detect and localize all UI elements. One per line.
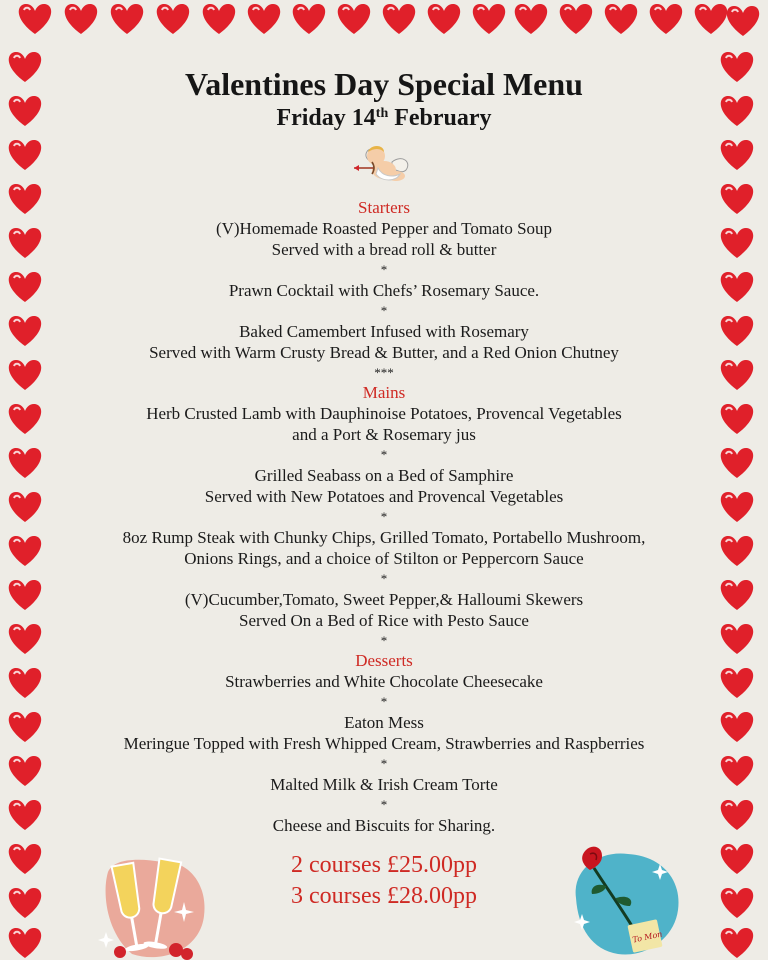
heart-icon [721, 580, 753, 610]
menu-item-line: Served with a bread roll & butter [271, 240, 497, 259]
section-heading-starters: Starters [358, 198, 410, 217]
heart-icon [721, 888, 753, 918]
heart-icon [695, 4, 727, 34]
heart-icon [19, 4, 51, 34]
heart-icon [721, 668, 753, 698]
heart-icon [111, 4, 143, 34]
heart-icon [65, 4, 97, 34]
menu-date [70, 104, 698, 132]
heart-icon [9, 360, 41, 390]
cupid-icon [352, 140, 416, 196]
heart-icon [721, 316, 753, 346]
heart-icon [721, 96, 753, 126]
menu-item-line: Served with New Potatoes and Provencal Vegetables [204, 487, 564, 506]
heart-icon [721, 844, 753, 874]
heart-icon [721, 536, 753, 566]
menu-item-line: Herb Crusted Lamb with Dauphinoise Potatoes, Provencal Vegetables [146, 404, 622, 423]
heart-icon [9, 928, 41, 958]
heart-icon [721, 52, 753, 82]
heart-icon [9, 272, 41, 302]
heart-icon [9, 404, 41, 434]
champagne-glasses-icon [92, 832, 212, 960]
heart-icon [9, 624, 41, 654]
heart-icon [9, 800, 41, 830]
heart-icon [338, 4, 370, 34]
menu-item-line: and a Port & Rosemary jus [292, 425, 476, 444]
price-three-courses: 3 courses £28.00pp [291, 883, 477, 909]
section-heading-desserts: Desserts [355, 651, 413, 670]
heart-icon [721, 492, 753, 522]
menu-date-prefix: Friday 14 [276, 105, 376, 131]
separator: * [380, 694, 388, 709]
heart-icon [721, 228, 753, 258]
heart-icon [293, 4, 325, 34]
menu-item-line: Strawberries and White Chocolate Cheesecake [225, 672, 543, 691]
heart-icon [650, 4, 682, 34]
menu-item-line: Malted Milk & Irish Cream Torte [270, 775, 498, 794]
heart-icon [721, 756, 753, 786]
heart-icon [721, 624, 753, 654]
heart-icon [721, 800, 753, 830]
heart-icon [9, 580, 41, 610]
heart-icon [721, 928, 753, 958]
menu-item-line: Served On a Bed of Rice with Pesto Sauce [239, 611, 529, 630]
heart-icon [721, 712, 753, 742]
separator: * [380, 303, 388, 318]
heart-icon [9, 888, 41, 918]
heart-icon [9, 448, 41, 478]
heart-icon [9, 756, 41, 786]
price-two-courses: 2 courses £25.00pp [291, 852, 477, 878]
menu-item-line: Meringue Topped with Fresh Whipped Cream, Strawberries and Raspberries [123, 734, 645, 753]
heart-icon [9, 140, 41, 170]
separator: * [380, 756, 388, 771]
separator: * [380, 797, 388, 812]
menu-item-line: Served with Warm Crusty Bread & Butter, and a Red Onion Chutney [149, 343, 619, 362]
menu-item-line: Onions Rings, and a choice of Stilton or Peppercorn Sauce [184, 549, 584, 568]
heart-icon [721, 360, 753, 390]
section-heading-mains: Mains [362, 383, 406, 402]
heart-icon [203, 4, 235, 34]
menu-title: Valentines Day Special Menu [185, 66, 583, 102]
menu-content [70, 64, 698, 912]
heart-icon [9, 536, 41, 566]
heart-icon [9, 184, 41, 214]
rose-icon [568, 840, 686, 960]
gift-tag-text: To Mon [631, 929, 664, 945]
menu-item-line: Cheese and Biscuits for Sharing. [272, 816, 496, 835]
menu-date-rest: February [388, 105, 492, 131]
separator: * [380, 262, 388, 277]
menu-item-line: Eaton Mess [344, 713, 424, 732]
separator-triple: *** [374, 365, 394, 380]
separator: * [380, 447, 388, 462]
heart-icon [428, 4, 460, 34]
heart-icon [248, 4, 280, 34]
menu-item-line: Baked Camembert Infused with Rosemary [239, 322, 529, 341]
heart-icon [9, 316, 41, 346]
menu-item-line: (V)Homemade Roasted Pepper and Tomato Soup [215, 219, 553, 238]
heart-icon [9, 52, 41, 82]
heart-icon [721, 140, 753, 170]
heart-icon [9, 492, 41, 522]
separator: * [380, 633, 388, 648]
heart-icon [721, 404, 753, 434]
heart-icon [9, 96, 41, 126]
heart-icon [383, 4, 415, 34]
heart-icon [605, 4, 637, 34]
heart-icon [721, 184, 753, 214]
heart-icon [721, 448, 753, 478]
heart-icon [9, 712, 41, 742]
heart-icon [157, 4, 189, 34]
heart-icon [727, 6, 759, 36]
heart-icon [473, 4, 505, 34]
heart-icon [9, 844, 41, 874]
heart-icon [721, 272, 753, 302]
menu-item-line: Grilled Seabass on a Bed of Samphire [254, 466, 514, 485]
heart-icon [560, 4, 592, 34]
heart-icon [9, 668, 41, 698]
separator: * [380, 509, 388, 524]
separator: * [380, 571, 388, 586]
heart-icon [9, 228, 41, 258]
menu-item-line: Prawn Cocktail with Chefs’ Rosemary Sauce. [228, 281, 540, 300]
menu-item-line: 8oz Rump Steak with Chunky Chips, Grilled Tomato, Portabello Mushroom, [122, 528, 646, 547]
heart-icon [515, 4, 547, 34]
menu-item-line: (V)Cucumber,Tomato, Sweet Pepper,& Halloumi Skewers [184, 590, 584, 609]
menu-date-suffix: th [375, 106, 389, 121]
